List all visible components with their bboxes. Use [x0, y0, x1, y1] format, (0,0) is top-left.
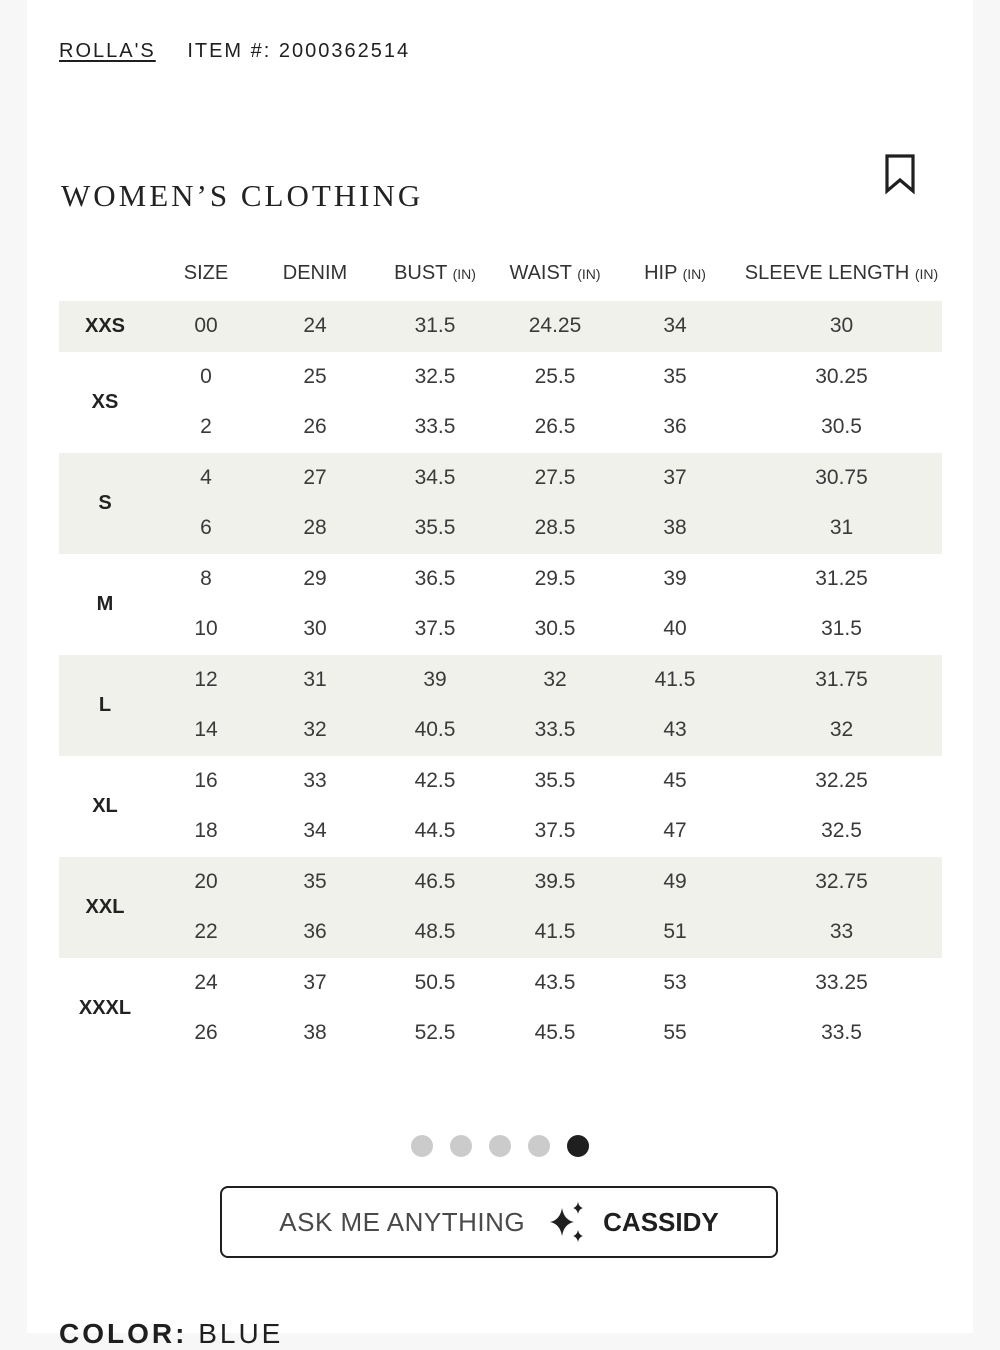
table-row — [59, 857, 942, 908]
table-cell: 8 — [200, 566, 212, 590]
column-header-unit: (IN) — [452, 265, 476, 282]
table-cell: 37 — [609, 453, 741, 504]
table-cell: 37.5 — [534, 819, 576, 843]
table-cell: 37.5 — [414, 617, 456, 641]
size-group-label: L — [59, 655, 151, 756]
table-row — [59, 705, 942, 756]
table-cell: 49 — [609, 857, 741, 908]
carousel-dot[interactable] — [567, 1135, 589, 1157]
table-cell: 29 — [303, 566, 327, 590]
table-cell: 36.5 — [414, 566, 456, 590]
size-group-label: S — [59, 453, 151, 554]
column-header-unit: (IN) — [682, 265, 706, 282]
table-cell: 30 — [741, 301, 942, 352]
table-cell: 27.5 — [501, 453, 609, 504]
table-cell: 45 — [663, 768, 687, 792]
table-cell: 40.5 — [369, 705, 501, 756]
table-cell: 0 — [200, 364, 212, 388]
column-header — [261, 245, 369, 301]
table-cell: 28.5 — [501, 503, 609, 554]
size-group-label: XL — [92, 794, 118, 817]
table-cell: 20 — [151, 857, 261, 908]
table-cell: 38 — [609, 503, 741, 554]
table-cell: 30.75 — [741, 453, 942, 504]
size-label-header — [59, 245, 151, 301]
color-label: COLOR: — [59, 1318, 188, 1349]
table-cell: 32 — [501, 655, 609, 706]
table-cell: 34.5 — [369, 453, 501, 504]
table-cell: 37 — [303, 970, 327, 994]
table-cell: 24.25 — [501, 301, 609, 352]
carousel-dot[interactable] — [489, 1135, 511, 1157]
item-number: ITEM #: 2000362514 — [187, 40, 411, 62]
carousel-dot[interactable] — [450, 1135, 472, 1157]
table-row — [59, 604, 942, 655]
table-cell: 33 — [741, 907, 942, 958]
size-group-label: XXL — [59, 857, 151, 958]
table-cell: 41.5 — [501, 907, 609, 958]
column-header — [741, 245, 942, 301]
table-cell: 45.5 — [534, 1021, 576, 1045]
table-row — [59, 402, 942, 453]
table-cell: 52.5 — [414, 1021, 456, 1045]
table-cell: 35 — [663, 364, 687, 388]
table-cell: 33.25 — [815, 970, 868, 994]
table-row — [59, 958, 942, 1009]
table-cell: 4 — [151, 453, 261, 504]
table-cell: 30 — [303, 617, 327, 641]
table-cell: 46.5 — [369, 857, 501, 908]
table-row — [59, 503, 942, 554]
table-cell: 42.5 — [414, 768, 456, 792]
column-header — [151, 245, 261, 301]
column-header-unit: (IN) — [577, 265, 601, 282]
table-cell: 30.25 — [815, 364, 868, 388]
sparkle-icon — [547, 1201, 589, 1243]
table-row — [59, 655, 942, 706]
size-group-label: XXS — [59, 301, 151, 352]
table-cell: 34 — [303, 819, 327, 843]
table-cell: 32.25 — [815, 768, 868, 792]
size-group-label: XS — [91, 390, 119, 413]
table-cell: 32 — [741, 705, 942, 756]
column-header-name: DENIM — [282, 261, 348, 284]
table-cell: 32 — [261, 705, 369, 756]
table-cell: 32.5 — [414, 364, 456, 388]
table-cell: 34 — [609, 301, 741, 352]
table-row — [59, 301, 942, 352]
column-header-name: SIZE — [183, 261, 229, 284]
table-row — [59, 1008, 942, 1059]
table-cell: 2 — [200, 415, 212, 439]
table-cell: 25 — [303, 364, 327, 388]
table-row — [59, 756, 942, 807]
column-header-unit: (IN) — [914, 265, 939, 282]
carousel-indicator — [411, 1135, 589, 1157]
column-header — [609, 245, 741, 301]
table-cell: 24 — [194, 970, 218, 994]
table-cell: 6 — [151, 503, 261, 554]
carousel-dot[interactable] — [528, 1135, 550, 1157]
ask-button-label: ASK ME ANYTHING — [279, 1206, 526, 1237]
table-cell: 00 — [151, 301, 261, 352]
color-value: BLUE — [187, 1318, 284, 1349]
table-cell: 35.5 — [534, 768, 576, 792]
table-cell: 31.25 — [815, 566, 868, 590]
column-header-name: SLEEVE LENGTH — [744, 261, 915, 284]
table-cell: 33.5 — [501, 705, 609, 756]
table-cell: 47 — [663, 819, 687, 843]
table-cell: 33 — [303, 768, 327, 792]
table-cell: 30.5 — [821, 415, 862, 439]
table-cell: 26 — [303, 415, 327, 439]
table-cell: 31.75 — [741, 655, 942, 706]
table-cell: 39 — [663, 566, 687, 590]
table-cell: 12 — [151, 655, 261, 706]
table-cell: 26.5 — [534, 415, 576, 439]
table-cell: 53 — [663, 970, 687, 994]
column-header-name: BUST — [394, 261, 453, 284]
table-cell: 22 — [151, 907, 261, 958]
table-cell: 35.5 — [369, 503, 501, 554]
column-header — [369, 245, 501, 301]
table-row — [59, 453, 942, 504]
brand-link[interactable]: ROLLA'S — [59, 40, 156, 62]
table-cell: 41.5 — [609, 655, 741, 706]
table-cell: 40 — [663, 617, 687, 641]
table-cell: 18 — [194, 819, 218, 843]
table-cell: 33.5 — [414, 415, 456, 439]
table-cell: 39 — [369, 655, 501, 706]
table-cell: 39.5 — [501, 857, 609, 908]
column-header — [501, 245, 609, 301]
table-cell: 31.5 — [821, 617, 862, 641]
table-cell: 31 — [741, 503, 942, 554]
table-cell: 10 — [194, 617, 218, 641]
table-cell: 27 — [261, 453, 369, 504]
size-group-label: XXXL — [78, 996, 132, 1019]
carousel-dot[interactable] — [411, 1135, 433, 1157]
assistant-name: CASSIDY — [603, 1206, 719, 1237]
table-row — [59, 554, 942, 605]
table-header-row — [59, 245, 942, 301]
table-cell: 30.5 — [534, 617, 576, 641]
table-cell: 16 — [194, 768, 218, 792]
table-cell: 26 — [194, 1021, 218, 1045]
table-cell: 43.5 — [534, 970, 576, 994]
table-cell: 14 — [151, 705, 261, 756]
size-chart-table — [59, 245, 942, 1059]
table-cell: 29.5 — [534, 566, 576, 590]
table-cell: 33.5 — [821, 1021, 862, 1045]
table-cell: 28 — [261, 503, 369, 554]
color-selection — [59, 1318, 283, 1350]
table-cell: 35 — [261, 857, 369, 908]
table-cell: 32.75 — [741, 857, 942, 908]
table-row — [59, 907, 942, 958]
table-cell: 25.5 — [534, 364, 576, 388]
column-header-name: HIP — [644, 261, 683, 284]
bookmark-icon[interactable] — [884, 153, 916, 195]
table-cell: 43 — [609, 705, 741, 756]
table-cell: 44.5 — [414, 819, 456, 843]
table-row — [59, 806, 942, 857]
table-cell: 51 — [609, 907, 741, 958]
column-header-name: WAIST — [509, 261, 578, 284]
table-cell: 48.5 — [369, 907, 501, 958]
table-row — [59, 352, 942, 403]
size-group-label: M — [96, 592, 114, 615]
breadcrumb — [59, 40, 410, 63]
size-chart-title: WOMEN’S CLOTHING — [61, 178, 424, 213]
table-cell: 55 — [663, 1021, 687, 1045]
table-cell: 36 — [663, 415, 687, 439]
ask-assistant-button[interactable] — [220, 1186, 778, 1258]
table-cell: 24 — [261, 301, 369, 352]
table-cell: 31 — [261, 655, 369, 706]
table-cell: 38 — [303, 1021, 327, 1045]
table-cell: 50.5 — [414, 970, 456, 994]
table-cell: 31.5 — [369, 301, 501, 352]
table-cell: 32.5 — [821, 819, 862, 843]
table-cell: 36 — [261, 907, 369, 958]
